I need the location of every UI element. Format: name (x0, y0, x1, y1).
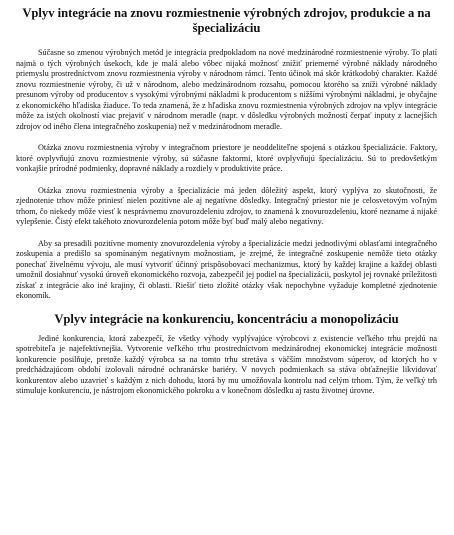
section-title-competition: Vplyv integrácie na konkurenciu, koncentráciu a monopolizáciu (54, 311, 399, 326)
paragraph: Súčasne so zmenou výrobných metód je integrácia predpokladom na nové medzinárodné rozmiestnenie výroby. To platí najmä o tých výrobných úsekoch, kde je malá alebo vôbec nijaká možnosť znížiť priemerné výrobné náklady národného priemyslu prostredníctvom znovu rozmiestnenia výroby v národnom rámci. Tento účinok má skôr krátkodobý charakter. Každé znovu rozmiestnenie výroby, či už v národnom, alebo medzinárodnom rozsahu, pomocou ktorého sa zníži výrobné náklady presunom výroby od producentov s vysokými výrobnými nákladmi k producentom s nižšími výrobnými nákladmi, je obyčajne z ekonomického hľadiska žiaduce. To teda znamená, že z hľadiska znovu rozmiestnenia výrobných zdrojov na vplyv integrácie môže za istých okolností viac prejaviť v národnom meradle (napr. v dôsledku výrobných možností čerpať inputy z lacnejších zdrojov od iného člena integračného zoskupenia) než v medzinárodnom meradle. (16, 48, 437, 131)
section-title-specialization: Vplyv integrácie na znovu rozmiestnenie výrobných zdrojov, produkcie a na špecializáciu (22, 6, 431, 35)
paragraph: Otázka znovu rozmiestnenia výroby v integračnom priestore je neoddeliteľne spojená s otázkou špecializácie. Faktory, ktoré ovplyvňujú znovu rozmiestnenie výroby, sú súčasne faktormi, ktoré ovplyvňujú špecializáciu. Sú to predovšetkým vonkajšie prírodné podmienky, dopravné náklady a rozdiely v produktivite práce. (16, 143, 437, 173)
paragraph: Aby sa presadili pozitívne momenty znovurozdelenia výroby a špecializácie medzi jednotlivými oblasťami integračného zoskupenia a predišlo sa spomínaným negatívnym možnostiam, je zrejmé, že integračné zoskupenie nemôže tieto otázky ponechať živelnému vývoju, ale musí vytvoriť účinný prispôsobovací mechanizmus, ktorý by každej krajine a každej oblasti umožnil dosiahnuť vysokú úroveň ekonomického rozvoja, zabezpečil jej podiel na špecializácii, poskytol jej rovnaké príležitosti získať z integrácie ako iné krajiny, či oblasti. Riešiť tieto zložité otázky však nepochybne vyžaduje kompletné zjednotenie ekonomík. (16, 238, 437, 300)
paragraph: Otázka znovu rozmiestnenia výroby a špecializácie má jeden dôležitý aspekt, ktorý vyplýva zo skutočnosti, že zjednotenie trhov môže priniesť nielen pozitívne ale aj negatívne dôsledky. Integračný priestor nie je celosvetovým voľným trhom, čo niekedy môže viesť k nesprávnemu znovurozdeleniu zdrojov, to znamená k znovurozdeleniu, ktoré nezname á nijaké vylepšenie. Čistý efekt takéhoto znovurozdelenia potom môže byť buď malý alebo negatívny. (16, 185, 437, 226)
paragraph: Jediné konkurencia, ktorá zabezpečí, že všetky výhody vyplývajúce výrobcovi z existencie veľkého trhu prejdú na spotrebiteľa je najefektívnejšia. Vytvorenie veľkého trhu prostredníctvom medzinárodnej ekonomickej integrácie možnosti konkurencie posilňuje, pretože každý výrobca sa na tomto trhu stretáva s väčším množstvom súperov, od ktorých ho v predchádzajúcom období izolovali národné ochranárske bariéry. V novych podmienkach sa stáva obťažnejšie likvidovať konkurentov alebo uzavrieť s každým z nich dohodu, ktorá by mu umožňovala kontrolu nad celým trhom. Tým, že veľký trh stimuluje konkurenciu, je nástrojom ekonomického pokroku a v konečnom dôsledku aj rastu životnej úrovne. (16, 333, 437, 395)
